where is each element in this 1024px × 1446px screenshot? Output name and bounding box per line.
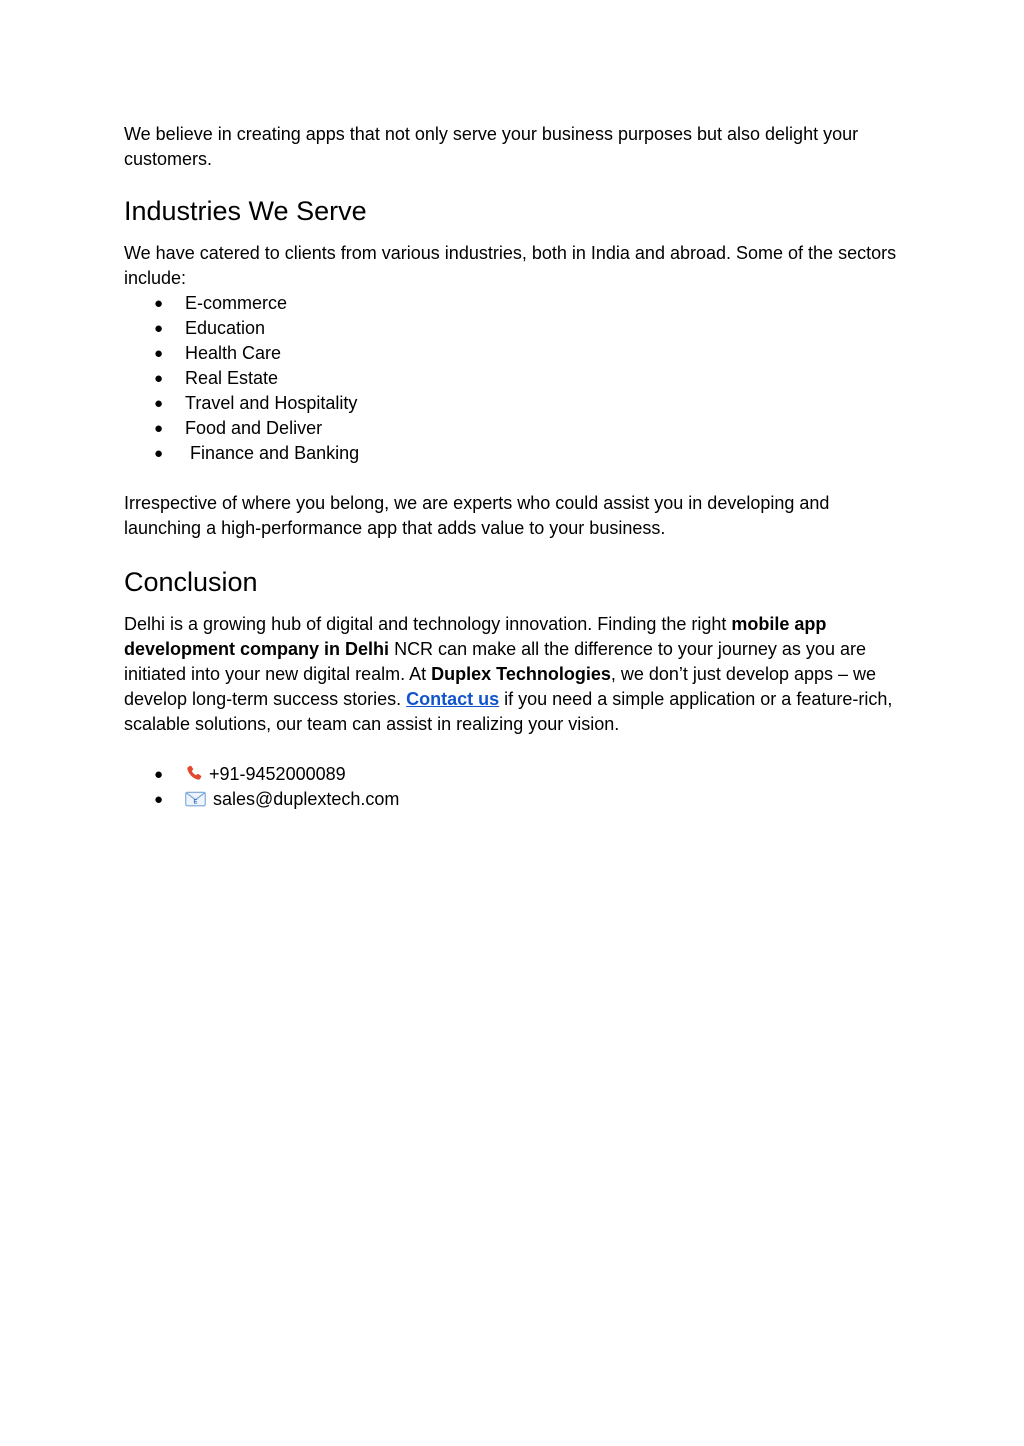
document-page [124,122,904,812]
conclusion-text: if you need a simple application or a feature-rich, scalable solutions, our team can assist in realizing your vision. [124,689,893,734]
bullet-icon: ● [154,370,164,387]
list-item [124,316,904,341]
conclusion-text: NCR can make all the difference to your journey as you are initiated into your new digital realm. At [124,639,866,684]
list-item-label: Real Estate [185,368,279,388]
email-envelope-icon [185,791,206,807]
contact-us-link[interactable]: Contact us [406,689,500,709]
conclusion-text: Delhi is a growing hub of digital and technology innovation. Finding the right [124,614,732,634]
intro-paragraph: We believe in creating apps that not only serve your business purposes but also delight your customers. [124,124,859,169]
email-address: sales@duplextech.com [213,789,400,809]
list-item-label: Food and Deliver [185,418,323,438]
conclusion-paragraph [124,612,904,737]
list-item-label: Health Care [185,343,282,363]
list-item [124,341,904,366]
list-item-label: Finance and Banking [185,443,360,463]
industries-heading: Industries We Serve [124,196,367,226]
spacer [124,466,904,491]
bullet-icon: ● [154,320,164,337]
list-item-label: Education [185,318,266,338]
svg-text:E: E [193,799,198,806]
bullet-icon: ● [154,395,164,412]
list-item [124,416,904,441]
list-item-label: Travel and Hospitality [185,393,358,413]
list-item [124,441,904,466]
phone-number: +91-9452000089 [209,764,346,784]
bullet-icon: ● [154,345,164,362]
bullet-icon: ● [154,295,164,312]
telephone-receiver-icon [185,764,203,782]
bullet-icon: ● [154,766,164,783]
conclusion-bold-keyword: mobile app development company in Delhi [124,614,827,659]
bullet-icon: ● [154,445,164,462]
list-item [124,787,904,812]
contact-list [124,762,904,812]
list-item-label: E-commerce [185,293,288,313]
bullet-icon: ● [154,420,164,437]
industries-list [124,291,904,466]
bullet-icon: ● [154,791,164,808]
list-item [124,762,904,787]
list-item [124,366,904,391]
conclusion-text: , we don’t just develop apps – we develop long-term success stories. [124,664,877,709]
conclusion-heading: Conclusion [124,567,258,597]
industries-lead-paragraph: We have catered to clients from various industries, both in India and abroad. Some of the sectors include: [124,243,897,288]
list-item [124,391,904,416]
industries-closing-paragraph: Irrespective of where you belong, we are experts who could assist you in developing and launching a high-performance app that adds value to your business. [124,493,830,538]
company-name: Duplex Technologies [431,664,611,684]
list-item [124,291,904,316]
